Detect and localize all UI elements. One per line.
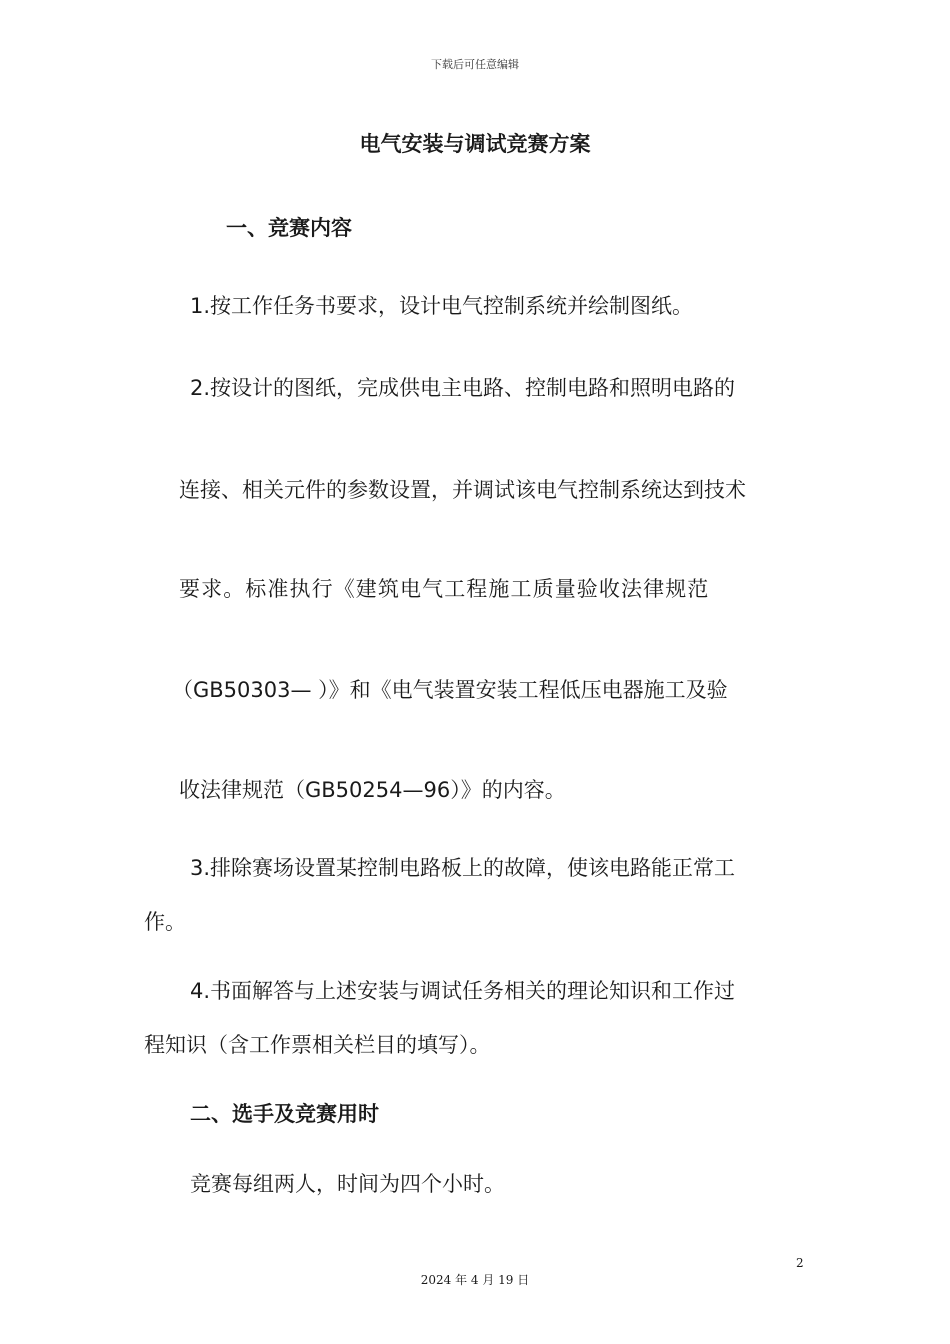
document-title: 电气安装与调试竞赛方案 (359, 132, 591, 156)
item-2-line-4: （GB50303— ）》和《电气装置安装工程低压电器施工及验 (172, 678, 728, 702)
item-3-line-2: 作。 (144, 910, 186, 934)
item-1: 1.按工作任务书要求，设计电气控制系统并绘制图纸。 (190, 294, 694, 318)
item-2-line-2: 连接、相关元件的参数设置，并调试该电气控制系统达到技术 (179, 478, 746, 502)
item-2-line-5: 收法律规范（GB50254—96）》的内容。 (179, 778, 566, 802)
page-number: 2 (796, 1256, 804, 1270)
section-heading-content: 一、竞赛内容 (226, 216, 352, 240)
contestants-text: 竞赛每组两人，时间为四个小时。 (190, 1172, 505, 1196)
item-2-line-1: 2.按设计的图纸，完成供电主电路、控制电路和照明电路的 (190, 376, 736, 400)
footer-date: 2024 年 4 月 19 日 (420, 1273, 530, 1287)
item-2-line-3: 要求。标准执行《建筑电气工程施工质量验收法律规范 (179, 577, 710, 601)
item-3-line-1: 3.排除赛场设置某控制电路板上的故障，使该电路能正常工 (190, 856, 736, 880)
page-header-note: 下载后可任意编辑 (431, 58, 519, 71)
item-4-line-2: 程知识（含工作票相关栏目的填写）。 (144, 1033, 491, 1057)
item-4-line-1: 4.书面解答与上述安装与调试任务相关的理论知识和工作过 (190, 979, 736, 1003)
section-heading-contestants: 二、选手及竞赛用时 (190, 1102, 379, 1126)
